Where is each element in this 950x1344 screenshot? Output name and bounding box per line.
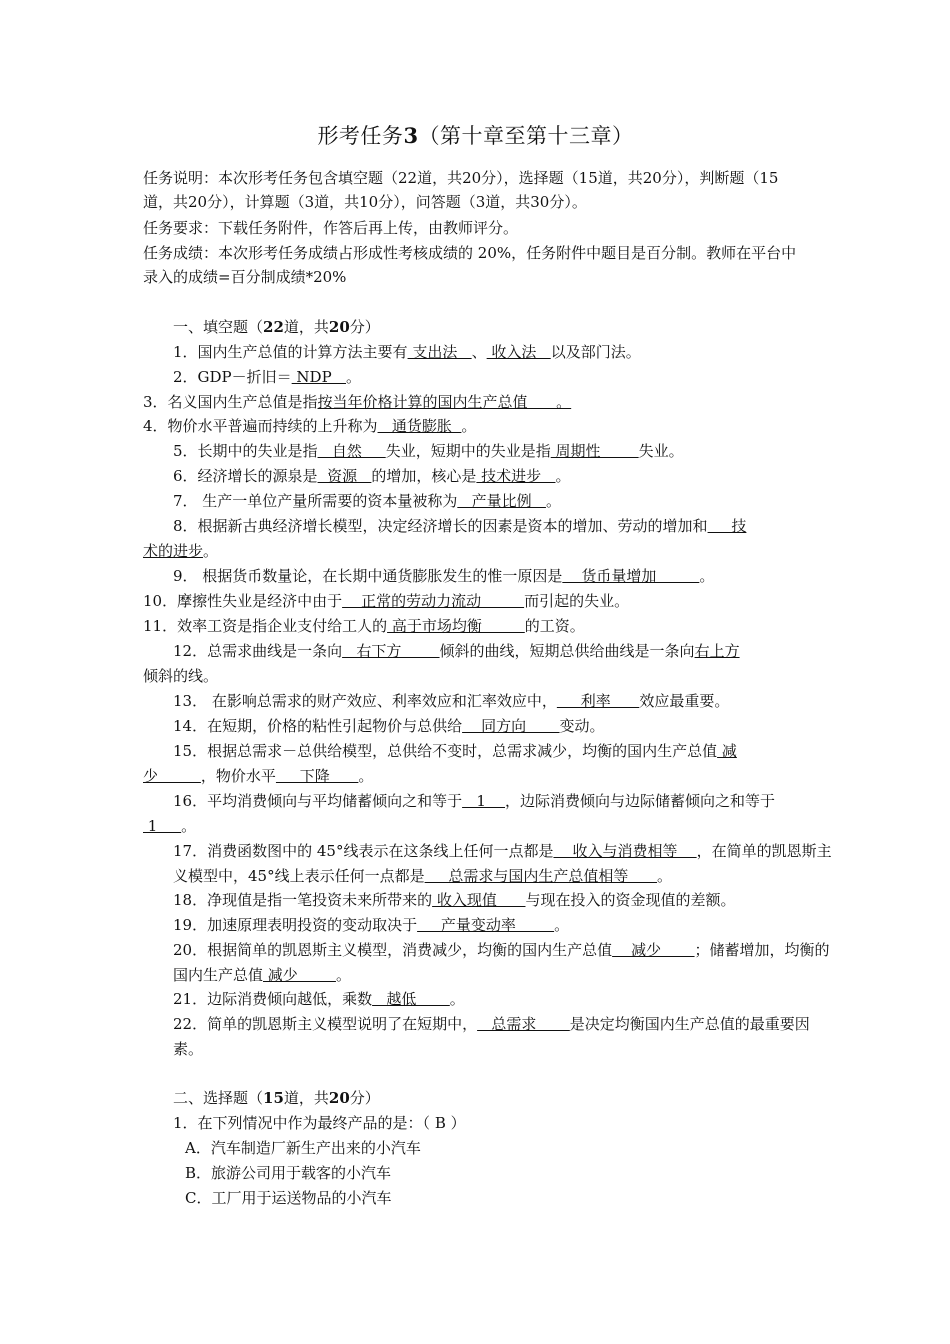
answer-blank: 利率: [556, 692, 640, 710]
fill-question-10: 10．摩擦性失业是经济中由于 正常的劳动力流动 而引起的失业。: [143, 592, 630, 610]
answer-blank: 货币量增加: [562, 567, 700, 585]
answer-blank: 产量变动率: [417, 916, 555, 934]
answer-blank: 减少: [263, 965, 336, 984]
title-text: 形考任务: [317, 124, 404, 148]
answer-blank: 收入与消费相等: [553, 842, 697, 860]
fill-question-8: 8．根据新古典经济增长模型，决定经济增长的因素是资本的增加、劳动的增加和 技: [173, 517, 747, 535]
fill-question-16: 16．平均消费倾向与平均储蓄倾向之和等于 1 ，边际消费倾向与边际储蓄倾向之和等于: [173, 792, 776, 810]
answer-blank: 总需求: [477, 1015, 570, 1033]
fill-question-15: 15．根据总需求－总供给模型，总供给不变时，总需求减少，均衡的国内生产总值 减: [173, 742, 737, 760]
fill-question-22: 22．简单的凯恩斯主义模型说明了在短期中， 总需求 是决定均衡国内生产总值的最重要因素。: [173, 1015, 810, 1058]
fill-question-18: 18．净现值是指一笔投资未来所带来的 收入现值 与现在投入的资金现值的差额。: [173, 891, 736, 909]
answer-blank: 减: [717, 742, 737, 760]
section-heading-choice: 二、选择题（15道，共20分）: [173, 1089, 380, 1107]
answer-blank: 技术进步: [476, 467, 556, 485]
answer-blank: 下降: [275, 767, 359, 785]
answer-blank: 资源: [317, 467, 372, 485]
answer-blank: 少: [143, 767, 201, 785]
fill-question-15-cont: 少 ，物价水平 下降 。: [143, 767, 374, 785]
fill-question-6: 6．经济增长的源泉是 资源 的增加，核心是 技术进步 。: [173, 467, 571, 485]
choice-option-c: C．工厂用于运送物品的小汽车: [185, 1189, 392, 1207]
answer-blank: 术的进步: [143, 542, 204, 560]
fill-question-13: 13． 在影响总需求的财产效应、利率效应和汇率效应中， 利率 效应最重要。: [173, 692, 730, 710]
section-heading-fill: 一、填空题（22道，共20分）: [173, 318, 380, 336]
task-requirement: 任务要求：下载任务附件，作答后再上传，由教师评分。: [143, 219, 519, 237]
answer-blank: 高于市场均衡: [387, 617, 525, 635]
fill-question-17: 17．消费函数图中的 45°线表示在这条线上任何一点都是 收入与消费相等 ，在简单的凯恩斯主义模型中，45°线上表示任何一点都是 总需求与国内生产总值相等 。: [173, 842, 832, 885]
answer-blank: 产量比例: [457, 492, 546, 510]
answer-blank: 1: [143, 817, 182, 835]
answer-blank: 1: [462, 792, 506, 810]
fill-question-21: 21．边际消费倾向越低，乘数 越低 。: [173, 990, 465, 1008]
answer-blank: 支出法: [407, 343, 472, 361]
answer-blank: 技: [707, 517, 747, 535]
answer-blank: 右下方: [342, 642, 440, 660]
fill-question-20: 20．根据简单的凯恩斯主义模型，消费减少，均衡的国内生产总值 减少 ；储蓄增加，均衡的国内生产总值 减少 。: [173, 941, 830, 984]
fill-question-19: 19．加速原理表明投资的变动取决于 产量变动率 。: [173, 916, 570, 934]
fill-question-12-cont: 倾斜的线。: [143, 667, 219, 685]
fill-question-1: 1．国内生产总值的计算方法主要有 支出法 、 收入法 以及部门法。: [173, 343, 641, 361]
task-description: 任务说明：本次形考任务包含填空题（22道，共20分），选择题（15道，共20分），判断题（15道，共20分），计算题（3道，共10分），问答题（3道，共30分）。: [143, 169, 779, 211]
answer-blank: NDP: [291, 368, 346, 386]
fill-question-3: 3．名义国内生产总值是指按当年价格计算的国内生产总值 。: [143, 393, 572, 411]
answer-blank: 按当年价格计算的国内生产总值 。: [317, 393, 572, 411]
answer-blank: 同方向: [462, 717, 560, 735]
fill-question-7: 7． 生产一单位产量所需要的资本量被称为 产量比例 。: [173, 492, 561, 510]
title-subtitle: （第十章至第十三章）: [418, 124, 634, 148]
fill-question-5: 5．长期中的失业是指 自然 失业，短期中的失业是指 周期性 失业。: [173, 442, 684, 460]
title-number: 3: [403, 123, 419, 148]
fill-question-11: 11．效率工资是指企业支付给工人的 高于市场均衡 的工资。: [143, 617, 585, 635]
fill-question-12: 12．总需求曲线是一条向 右下方 倾斜的曲线，短期总供给曲线是一条向右上方: [173, 642, 740, 660]
choice-option-a: A．汽车制造厂新生产出来的小汽车: [185, 1139, 421, 1157]
fill-question-4: 4．物价水平普遍而持续的上升称为 通货膨胀 。: [143, 417, 477, 435]
answer-blank: 收入法: [486, 343, 551, 361]
choice-option-b: B．旅游公司用于载客的小汽车: [185, 1164, 392, 1182]
fill-question-8-cont: 术的进步。: [143, 542, 219, 560]
answer-blank: 自然: [317, 442, 386, 460]
answer-blank: 周期性: [550, 442, 639, 460]
fill-question-9: 9． 根据货币数量论，在长期中通货膨胀发生的惟一原因是 货币量增加 。: [173, 567, 715, 585]
choice-question-1: 1．在下列情况中作为最终产品的是：（ B ）: [173, 1114, 466, 1132]
answer-blank: 通货膨胀: [377, 417, 462, 435]
page-title: [143, 120, 808, 150]
answer-blank: 正常的劳动力流动: [342, 592, 525, 610]
fill-question-16-cont: 1 。: [143, 817, 197, 835]
task-score: 任务成绩：本次形考任务成绩占形成性考核成绩的 20%，任务附件中题目是百分制。教师在平台中录入的成绩=百分制成绩*20%: [143, 244, 797, 286]
answer-blank: 减少: [612, 941, 695, 959]
answer-blank: 收入现值: [432, 891, 526, 909]
fill-question-2: 2．GDP－折旧＝ NDP 。: [173, 368, 361, 386]
answer-blank: 总需求与国内生产总值相等: [424, 866, 658, 885]
fill-question-14: 14．在短期，价格的粘性引起物价与总供给 同方向 变动。: [173, 717, 605, 735]
answer-blank: 越低: [372, 990, 450, 1008]
answer-blank: 右上方: [694, 642, 740, 660]
